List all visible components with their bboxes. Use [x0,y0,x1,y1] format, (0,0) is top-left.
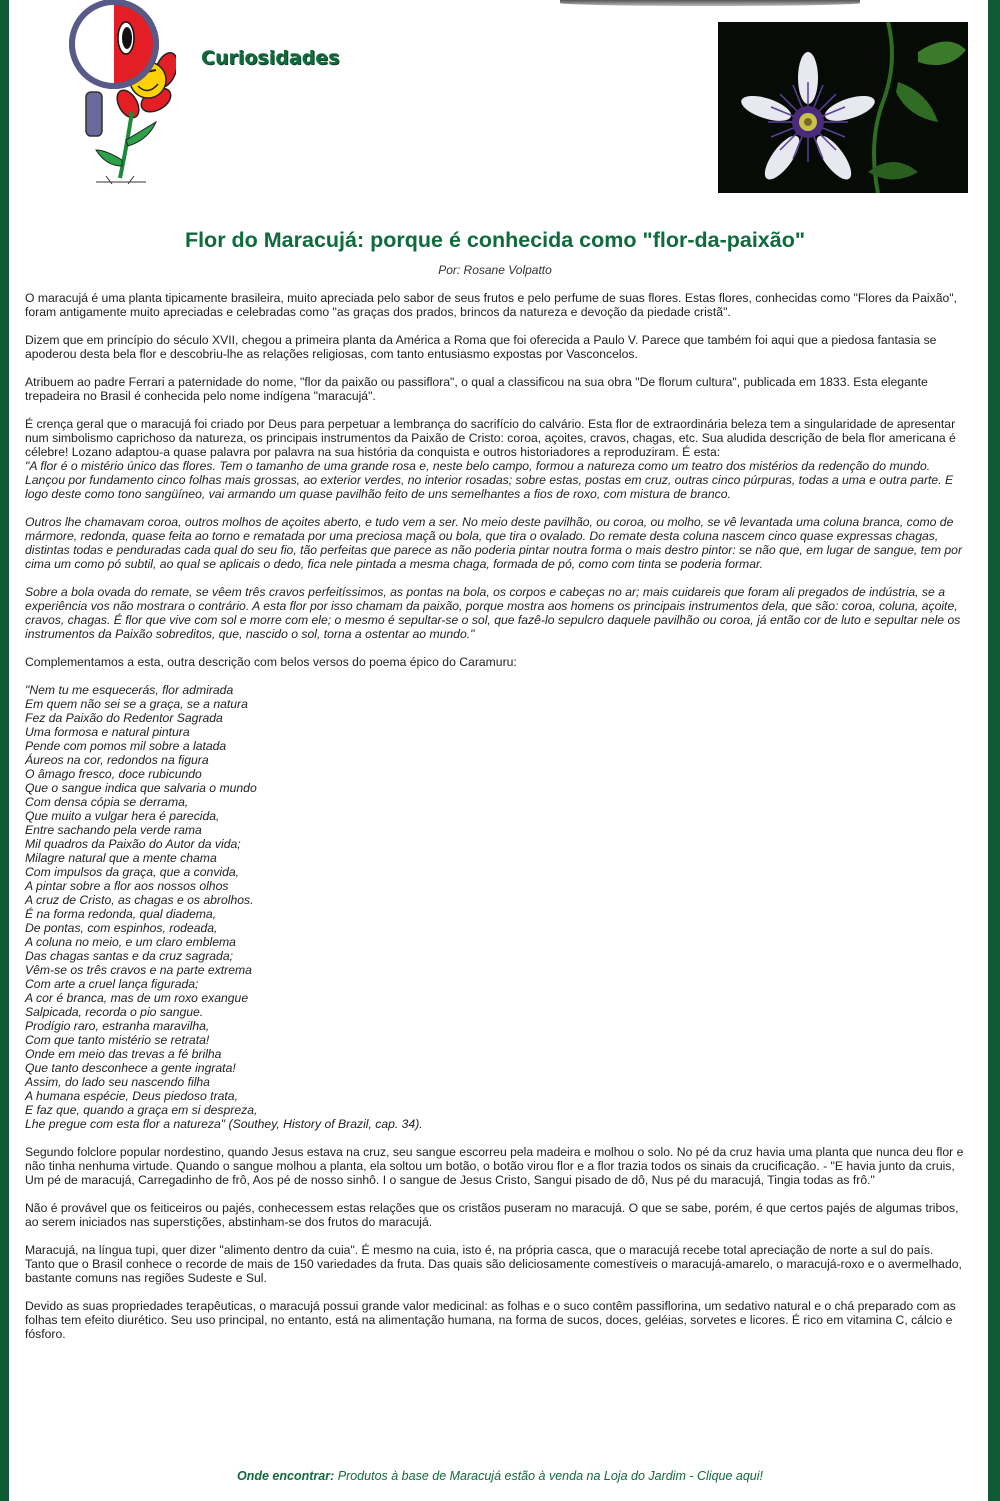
top-decorative-arc [560,0,860,6]
poem-line: Que tanto desconhece a gente ingrata! [25,1061,236,1075]
poem-line: Com impulsos da graça, que a convida, [25,865,240,879]
paragraph: Devido as suas propriedades terapêuticas, o maracujá possui grande valor medicinal: as folhas e o suco contêm passiflorina, um sedativo natural e o chá preparado com as folhas tem efeito diurético. Seu uso principal, no entanto, está na alimentação humana, na forma de sucos, doces, geléias, sorvetes e licores. É rico em vitamina C, cálcio e fósforo. [25,1299,956,1341]
poem-line: "Nem tu me esquecerás, flor admirada [25,683,234,697]
poem-line: Vêm-se os três cravos e na parte extrema [25,963,252,977]
poem-line: A pintar sobre a flor aos nossos olhos [25,879,229,893]
poem-line: A humana espécie, Deus piedoso trata, [25,1089,238,1103]
footer-label: Onde encontrar: [237,1469,335,1483]
article-title: Flor do Maracujá: porque é conhecida como "flor-da-paixão" [184,228,806,252]
poem-line: Entre sachando pela verde rama [25,823,202,837]
poem [25,683,965,1131]
poem-line: Prodígio raro, estranha maravilha, [25,1019,210,1033]
poem-line: É na forma redonda, qual diadema, [25,907,217,921]
paragraph: Complementamos a esta, outra descrição com belos versos do poema épico do Caramuru: [25,655,517,669]
paragraph: Segundo folclore popular nordestino, quando Jesus estava na cruz, seu sangue escorreu pela madeira e molhou o solo. No pé da cruz havia uma planta que nunca deu flor e não tinha nenhuma virtude. Quando o sangue molhou a planta, ela soltou um botão, o botão virou flor e a flor trazia todos os sinais da crucificação. - "E havia junto da cruis, Um pé de maracujá, Carregadinho de frô, Aos pé de nosso sinhô. I o sangue de Jesus Cristo, Sangui pisado de dô, Nus pé du maracujá, Tingia todas as frô." [25,1145,964,1187]
poem-line: Áureos na cor, redondos na figura [25,753,209,767]
poem-line: Fez da Paixão do Redentor Sagrada [25,711,223,725]
magnifier-flower-mascot-icon [46,0,176,190]
poem-line: O âmago fresco, doce rubicundo [25,767,202,781]
paragraph: Dizem que em princípio do século XVII, chegou a primeira planta da América a Roma que foi oferecida a Paulo V. Parece que também foi aqui que a piedosa fantasia se apoderou desta bela flor e descobriu-lhe as relações religiosas, com tanto entusiasmo expostas por Vasconcelos. [25,333,937,361]
paragraph: O maracujá é uma planta tipicamente brasileira, muito apreciada pelo sabor de seus frutos e pelo perfume de suas flores. Estas flores, conhecidas como "Flores da Paixão", foram antigamente muito apreciadas e celebradas como "as graças dos prados, brincos da natureza e devoção da piedade cristã". [25,291,957,319]
left-page-border [0,0,9,1501]
paragraph-text: É crença geral que o maracujá foi criado por Deus para perpetuar a lembrança do sacrifício do calvário. Esta flor de extraordinária beleza tem a singularidade de apresentar num simbolismo caprichoso da natureza, os principais instrumentos da Paixão de Cristo: coroa, açoites, cravos, chagas, etc. Sua aludida descrição de bela flor americana é célebre! Lozano adaptou-a quase palavra por palavra na sua história da conquista e outros historiadores a reproduziram. É esta: [25,417,956,459]
quote-paragraph: "A flor é o mistério único das flores. Tem o tamanho de uma grande rosa e, neste belo campo, formou a natureza como um teatro dos mistérios da redenção do mundo. Lançou por fundamento cinco folhas mais grossas, ao exterior verdes, no interior rosadas; sobre estas, postas em cruz, outras cinco púrpuras, todas a uma e outra parte. E logo deste como tono sangüíneo, vai armando um quase pavilhão feito de uns semelhantes a fios de roxo, com mistura de branco. [25,459,954,501]
right-page-border [988,0,1000,1501]
poem-line: Que o sangue indica que salvaria o mundo [25,781,257,795]
poem-line: E faz que, quando a graça em si despreza, [25,1103,258,1117]
poem-line: Das chagas santas e da cruz sagrada; [25,949,233,963]
poem-line: Com densa cópia se derrama, [25,795,189,809]
poem-line: Com que tanto mistério se retrata! [25,1033,210,1047]
quote-paragraph: Sobre a bola ovada do remate, se vêem três cravos perfeitíssimos, as pontas na bola, os corpos e cabeças no ar; mais cuidareis que foram ali pregados de indústria, se a experiência vos não mostrara o contrário. A esta flor por isso chamam da paixão, porque mostra aos homens os principais instrumentos dela, que são: coroa, coluna, açoite, cravos, chagas. É flor que vive com sol e morre com ele; o mesmo é sepultar-se o sol, que fazê-lo sepulcro daquele pavilhão ou coroa, já então cor de luto e sepultar nele os instrumentos da Paixão sobreditos, que, nascido o sol, torna a ostentar ao mundo." [25,585,961,641]
poem-line: Milagre natural que a mente chama [25,851,217,865]
poem-line: Em quem não sei se a graça, se a natura [25,697,248,711]
paragraph [25,417,965,501]
poem-line: Salpicada, recorda o pio sangue. [25,1005,204,1019]
poem-line: Com arte a cruel lança figurada; [25,977,199,991]
passion-flower-photo [718,22,968,193]
article-byline: Por: Rosane Volpatto [438,263,552,277]
poem-line: A cruz de Cristo, as chagas e os abrolhos. [25,893,254,907]
paragraph: Atribuem ao padre Ferrari a paternidade do nome, "flor da paixão ou passiflora", o qual a classificou na sua obra "De florum cultura", publicada em 1833. Esta elegante trepadeira no Brasil é conhecida pelo nome indígena "maracujá". [25,375,928,403]
poem-line: A cor é branca, mas de um roxo exangue [25,991,249,1005]
poem-line: Mil quadros da Paixão do Autor da vida; [25,837,241,851]
quote-paragraph: Outros lhe chamavam coroa, outros molhos de açoites aberto, e tudo vem a ser. No meio deste pavilhão, ou coroa, ou molho, se vê levantada uma coluna branca, como de mármore, redonda, quase feita ao torno e rematada por uma preciosa maçã ou bola, que tira o ovalado. Do remate desta coluna nascem cinco quase expressas chagas, distintas todas e penduradas cada qual do seu fio, tão perfeitas que parece as não poderia pintar noutra forma o mais destro pintor: se não que, em lugar de sangue, tem por cima um como pó subtil, ao qual se aplicais o dedo, fica nele pintada a mesma chaga, formada de pó, como com tinta se poderia formar. [25,515,962,571]
poem-line: De pontas, com espinhos, rodeada, [25,921,218,935]
poem-line: A coluna no meio, e um claro emblema [25,935,236,949]
section-title: Curiosidades [201,47,340,69]
poem-line: Lhe pregue com esta flor a natureza" (Southey, History of Brazil, cap. 34). [25,1117,423,1131]
paragraph: Não é provável que os feiticeiros ou pajés, conhecessem estas relações que os cristãos puseram no maracujá. O que se sabe, porém, é que certos pajés de algumas tribos, ao serem iniciados nas superstições, abstinham-se dos frutos do maracujá. [25,1201,959,1229]
paragraph: Maracujá, na língua tupi, quer dizer "alimento dentro da cuia". É mesmo na cuia, isto é, na própria casca, que o maracujá recebe total apreciação de norte a sul do país. Tanto que o Brasil conhece o recorde de mais de 150 variedades da fruta. Das quais são deliciosamente comestíveis o maracujá-amarelo, o maracujá-roxo e o avermelhado, bastante comuns nas regiões Sudeste e Sul. [25,1243,962,1285]
poem-line: Que muito a vulgar hera é parecida, [25,809,220,823]
poem-line: Onde em meio das trevas a fé brilha [25,1047,222,1061]
poem-line: Pende com pomos mil sobre a latada [25,739,227,753]
article [25,226,965,1355]
footer-where-to-find [0,1469,1000,1483]
store-link[interactable]: Produtos à base de Maracujá estão à venda na Loja do Jardim - Clique aqui! [337,1469,763,1483]
poem-line: Uma formosa e natural pintura [25,725,190,739]
poem-line: Assim, do lado seu nascendo filha [25,1075,210,1089]
